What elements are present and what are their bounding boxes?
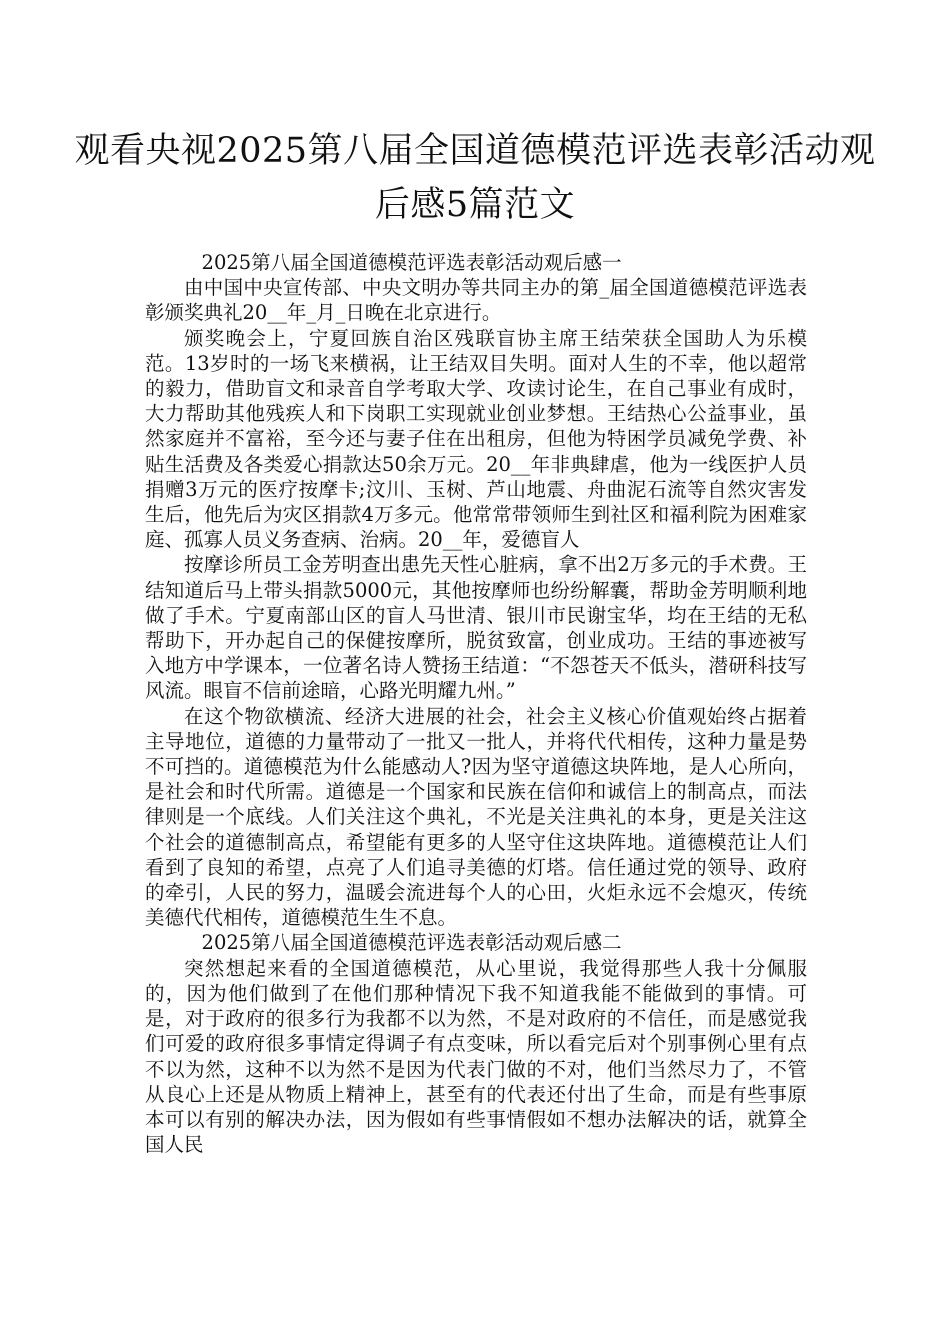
paragraph: 在这个物欲横流、经济大进展的社会，社会主义核心价值观始终占据着主导地位，道德的力量带动了一批又一批人，并将代代相传，这种力量是势不可挡的。道德模范为什么能感动人?因为坚守道德这块阵地，是人心所向，是社会和时代所需。道德是一个国家和民族在信仰和诚信上的制高点，而法律则是一个底线。人们关注这个典礼，不光是关注典礼的本身，更是关注这个社会的道德制高点，希望能有更多的人坚守住这块阵地。道德模范让人们看到了良知的希望，点亮了人们追寻美德的灯塔。信任通过党的领导、政府的牵引，人民的努力，温暖会流进每个人的心田，火炬永远不会熄灭，传统美德代代相传，道德模范生生不息。 xyxy=(145,704,807,930)
paragraph: 按摩诊所员工金芳明查出患先天性心脏病，拿不出2万多元的手术费。王结知道后马上带头捐款5000元，其他按摩师也纷纷解囊，帮助金芳明顺利地做了手术。宁夏南部山区的盲人马世清、银川市民谢宝华，均在王结的无私帮助下，开办起自己的保健按摩所，脱贫致富，创业成功。王结的事迹被写入地方中学课本，一位著名诗人赞扬王结道：“不怨苍天不低头，潜研科技写风流。眼盲不信前途暗，心路光明耀九州。” xyxy=(145,553,807,703)
paragraph: 颁奖晚会上，宁夏回族自治区残联盲协主席王结荣获全国助人为乐模范。13岁时的一场飞来横祸，让王结双目失明。面对人生的不幸，他以超常的毅力，借助盲文和录音自学考取大学、攻读讨论生，在自己事业有成时，大力帮助其他残疾人和下岗职工实现就业创业梦想。王结热心公益事业，虽然家庭并不富裕，至今还与妻子住在出租房，但他为特困学员减免学费、补贴生活费及各类爱心捐款达50余万元。20__年非典肆虐，他为一线医护人员捐赠3万元的医疗按摩卡;汶川、玉树、芦山地震、舟曲泥石流等自然灾害发生后，他先后为灾区捐款4万多元。他常常带领师生到社区和福利院为困难家庭、孤寡人员义务查病、治病。20__年，爱德盲人 xyxy=(145,326,807,552)
paragraph: 由中国中央宣传部、中央文明办等共同主办的第_届全国道德模范评选表彰颁奖典礼20__年_月_日晚在北京进行。 xyxy=(145,276,807,325)
document-body xyxy=(145,250,807,1157)
paragraph: 突然想起来看的全国道德模范，从心里说，我觉得那些人我十分佩服的，因为他们做到了在他们那种情况下我不知道我能不能做到的事情。可是，对于政府的很多行为我都不以为然，不是对政府的不信任，而是感觉我们可爱的政府很多事情定得调子有点变味，所以看完后对个别事例心里有点不以为然，这种不以为然不是因为代表门做的不对，他们当然尽力了，不管从良心上还是从物质上精神上，甚至有的代表还付出了生命，而是有些事原本可以有别的解决办法，因为假如有些事情假如不想办法解决的话，就算全国人民 xyxy=(145,956,807,1157)
document-title: 观看央视2025第八届全国道德模范评选表彰活动观后感5篇范文 xyxy=(74,131,876,225)
section-heading-2: 2025第八届全国道德模范评选表彰活动观后感二 xyxy=(201,931,622,955)
section-heading-1: 2025第八届全国道德模范评选表彰活动观后感一 xyxy=(201,251,622,274)
